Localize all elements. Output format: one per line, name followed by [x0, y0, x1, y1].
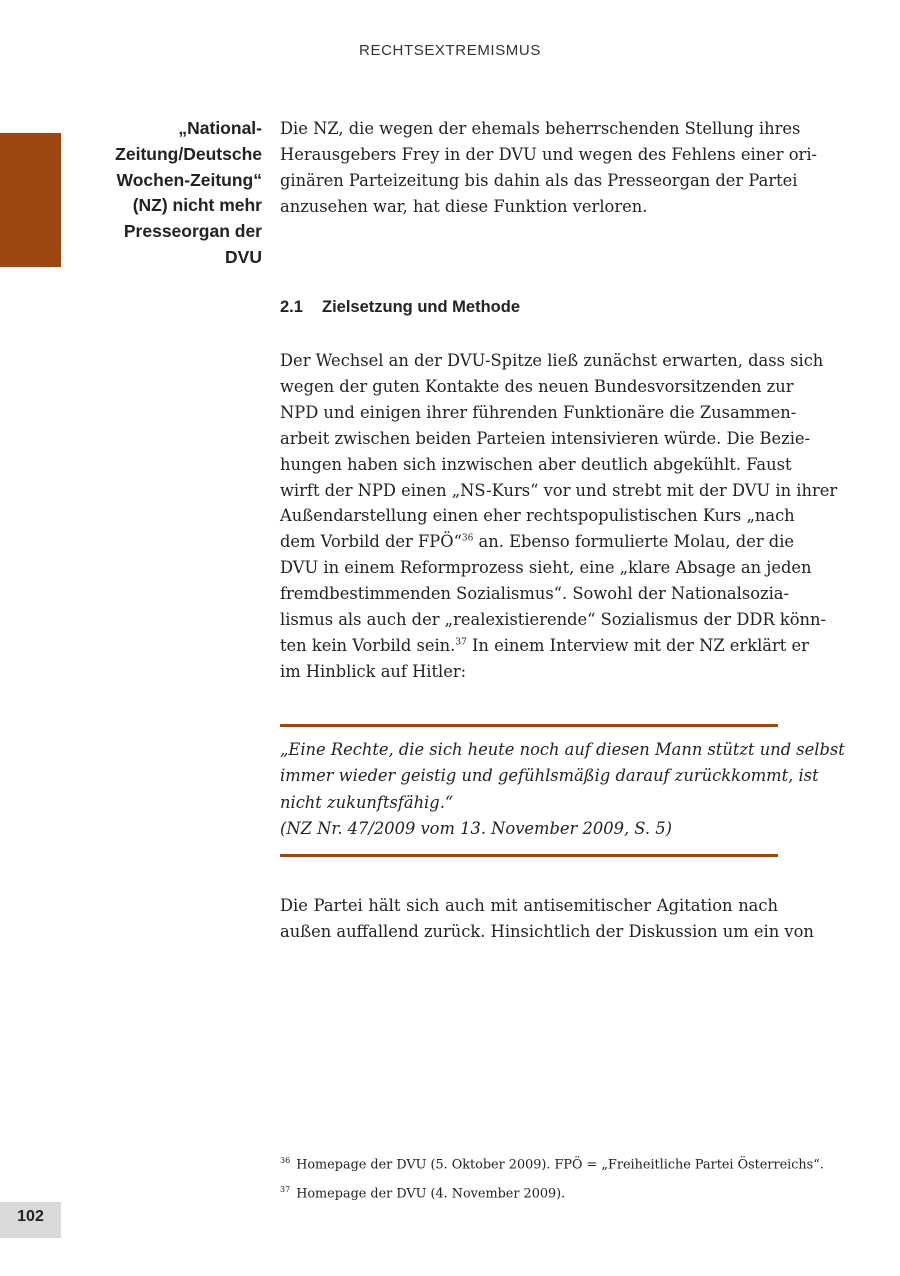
footnote	[280, 1156, 824, 1173]
footnote-text: Homepage der DVU (5. Oktober 2009). FPÖ = „Freiheitliche Partei Österreichs“.	[296, 1157, 824, 1173]
quote-source: (NZ Nr. 47/2009 vom 13. November 2009, S. 5)	[280, 818, 672, 838]
text-line: lismus als auch der „realexistierende“ Sozialismus der DDR könn-	[280, 610, 827, 630]
body-paragraph	[280, 348, 838, 685]
footnote-text: Homepage der DVU (4. November 2009).	[296, 1186, 566, 1202]
section-number: 2.1	[280, 298, 303, 316]
text-line: fremdbestimmenden Sozialismus“. Sowohl der Nationalsozia-	[280, 584, 789, 604]
quote-top-rule	[280, 724, 778, 727]
text-line: Die Partei hält sich auch mit antisemitischer Agitation nach	[280, 896, 778, 915]
text-line: NPD und einigen ihrer führenden Funktionäre die Zusammen-	[280, 402, 797, 422]
intro-paragraph	[280, 116, 818, 220]
text-line: außen auffallend zurück. Hinsichtlich der Diskussion um ein von	[280, 921, 814, 941]
text-line: arbeit zwischen beiden Parteien intensivieren würde. Die Bezie-	[280, 428, 811, 448]
text-line: wegen der guten Kontakte des neuen Bundesvorsitzenden zur	[280, 376, 794, 396]
text-line	[280, 529, 795, 555]
text-line: ginären Parteizeitung bis dahin als das Presseorgan der Partei	[280, 170, 798, 190]
body-paragraph	[280, 893, 814, 945]
page-number: 102	[17, 1208, 44, 1225]
text-fragment: In einem Interview mit der NZ erklärt er	[466, 635, 809, 655]
text-line: DVU in einem Reformprozess sieht, eine „klare Absage an jeden	[280, 558, 812, 578]
text-line: wirft der NPD einen „NS-Kurs“ vor und strebt mit der DVU in ihrer	[280, 480, 838, 500]
text-line: im Hinblick auf Hitler:	[280, 661, 467, 681]
text-fragment: an. Ebenso formulierte Molau, der die	[473, 532, 795, 552]
text-line: Die NZ, die wegen der ehemals beherrschenden Stellung ihres	[280, 119, 801, 138]
margin-note-line: Presseorgan der	[123, 221, 262, 242]
text-line: hungen haben sich inzwischen aber deutlich abgekühlt. Faust	[280, 454, 792, 474]
text-line	[280, 633, 809, 659]
section-heading	[280, 298, 520, 317]
margin-note-line: Wochen-Zeitung“	[116, 169, 262, 190]
footnote-number: 36	[280, 1156, 291, 1165]
quote-line: immer wieder geistig und gefühlsmäßig darauf zurückkommt, ist	[280, 766, 819, 786]
text-fragment: dem Vorbild der FPÖ“	[280, 532, 462, 552]
margin-note-line: (NZ) nicht mehr	[132, 195, 262, 216]
quote-bottom-rule	[280, 854, 778, 857]
text-line: anzusehen war, hat diese Funktion verloren.	[280, 196, 648, 216]
margin-note-line: Zeitung/Deutsche	[115, 143, 262, 164]
block-quote	[280, 737, 845, 842]
text-line: Der Wechsel an der DVU-Spitze ließ zunächst erwarten, dass sich	[280, 351, 824, 370]
text-line: Herausgebers Frey in der DVU und wegen des Fehlens einer ori-	[280, 144, 818, 164]
margin-note	[70, 116, 262, 271]
chapter-marker-bar	[0, 133, 61, 267]
footnote-ref[interactable]: 37	[455, 637, 467, 648]
quote-line: „Eine Rechte, die sich heute noch auf diesen Mann stützt und selbst	[280, 740, 845, 759]
running-header: RECHTSEXTREMISMUS	[359, 42, 541, 59]
footnote	[280, 1185, 780, 1201]
margin-note-line: „National-	[178, 118, 262, 138]
quote-line: nicht zukunftsfähig.“	[280, 792, 454, 812]
margin-note-line: DVU	[225, 246, 262, 267]
footnote-ref[interactable]: 36	[461, 533, 474, 544]
section-title: Zielsetzung und Methode	[322, 298, 520, 316]
text-fragment: ten kein Vorbild sein.	[280, 635, 456, 655]
footnote-number: 37	[280, 1185, 291, 1194]
text-line: Außendarstellung einen eher rechtspopulistischen Kurs „nach	[280, 506, 795, 526]
